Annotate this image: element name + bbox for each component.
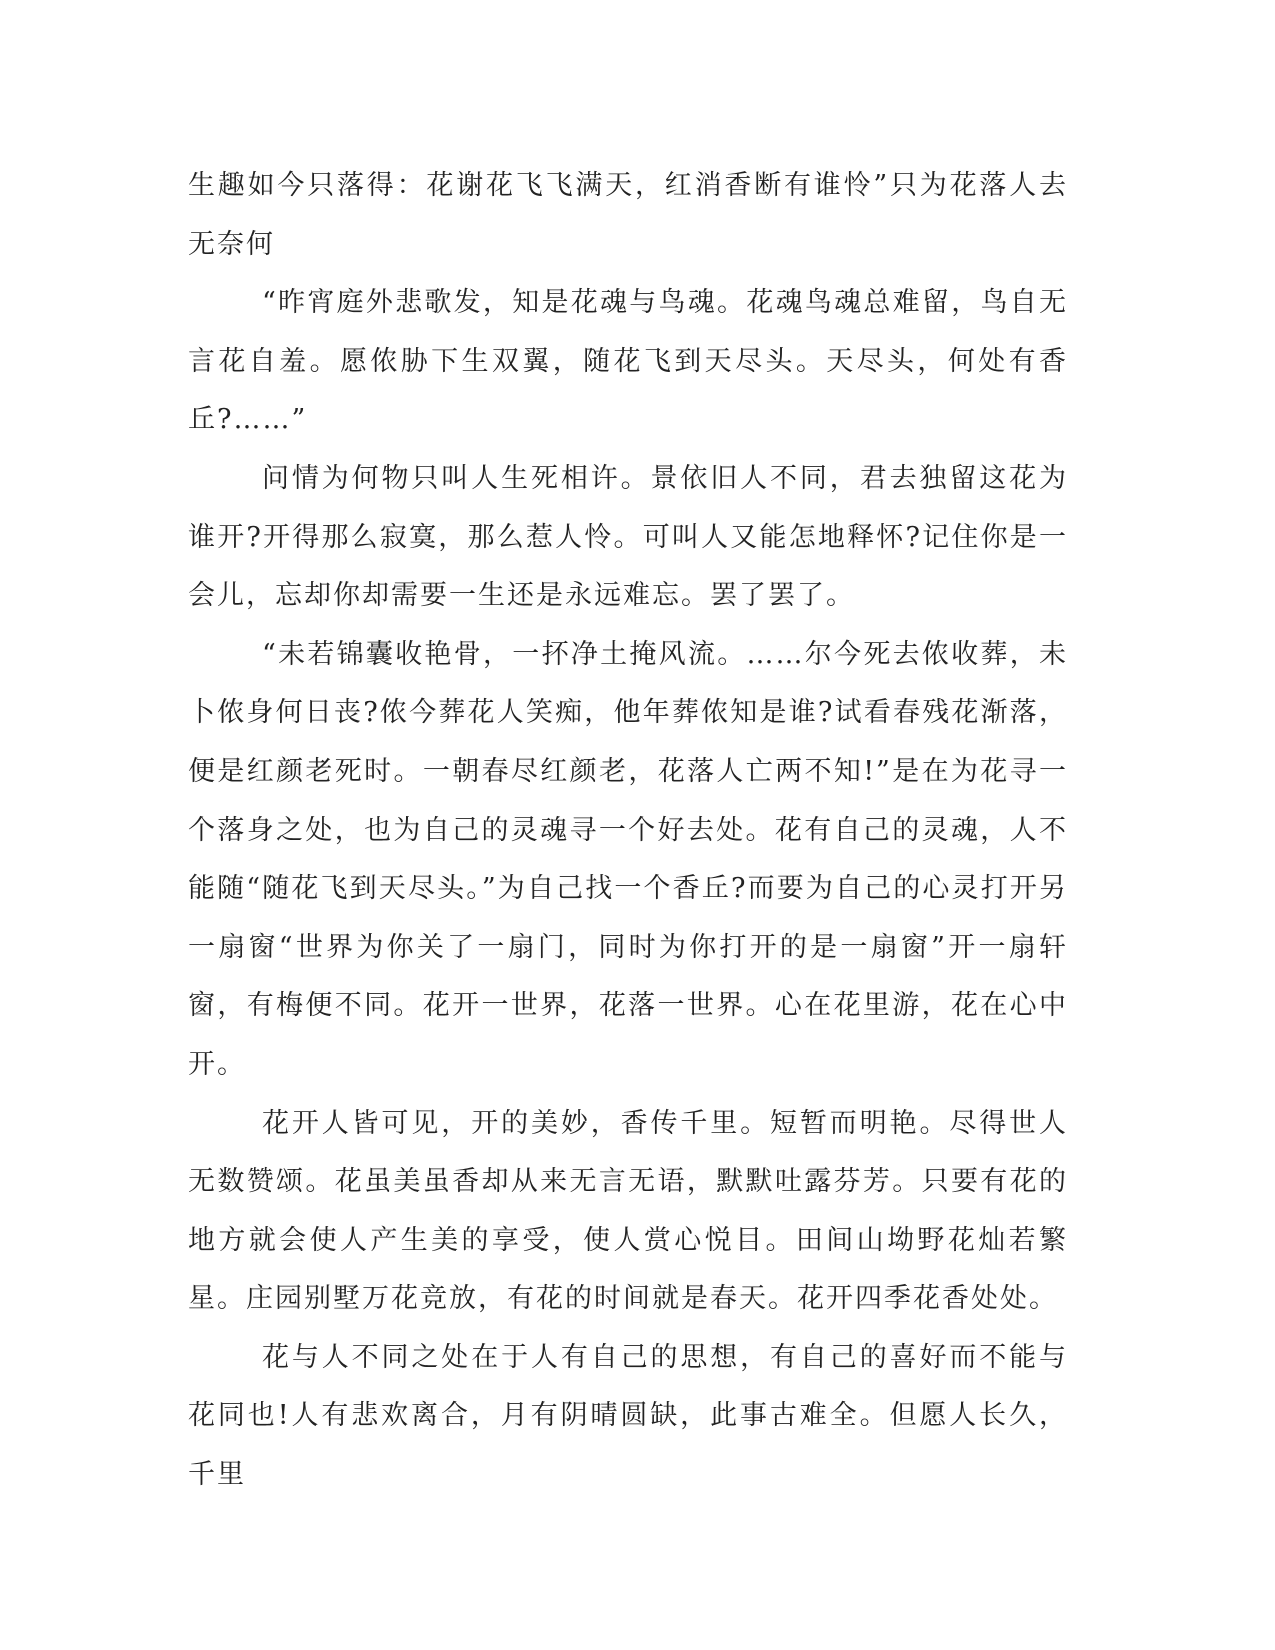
paragraph-flowers-bloom: 花开人皆可见，开的美妙，香传千里。短暂而明艳。尽得世人无数赞颂。花虽美虽香却从来无言无语，默默吐露芬芳。只要有花的地方就会使人产生美的享受，使人赏心悦目。田间山坳野花灿若繁星。庄园别墅万花竞放，有花的时间就是春天。花开四季花香处处。 (188, 1107, 1068, 1315)
paragraph-flowers-and-people: 花与人不同之处在于人有自己的思想，有自己的喜好而不能与花同也!人有悲欢离合，月有阴晴圆缺，此事古难全。但愿人长久，千里 (188, 1341, 1068, 1491)
paragraph-poem-quote-2: “未若锦囊收艳骨，一抔净土掩风流。……尔今死去侬收葬，未卜侬身何日丧?侬今葬花人笑痴，他年葬侬知是谁?试看春残花渐落，便是红颜老死时。一朝春尽红颜老，花落人亡两不知!”是在为花寻一个落身之处，也为自己的灵魂寻一个好去处。花有自己的灵魂，人不能随“随花飞到天尽头。”为自己找一个香丘?而要为自己的心灵打开另一扇窗“世界为你关了一扇门，同时为你打开的是一扇窗”开一扇轩窗，有梅便不同。花开一世界，花落一世界。心在花里游，花在心中开。 (188, 638, 1068, 1080)
paragraph-continuation: 生趣如今只落得：花谢花飞飞满天，红消香断有谁怜”只为花落人去无奈何 (188, 170, 1068, 260)
paragraph-love-question: 问情为何物只叫人生死相许。景依旧人不同，君去独留这花为谁开?开得那么寂寞，那么惹人怜。可叫人又能怎地释怀?记住你是一会儿，忘却你却需要一生还是永远难忘。罢了罢了。 (188, 462, 1068, 612)
paragraph-poem-quote-1: “昨宵庭外悲歌发，知是花魂与鸟魂。花魂鸟魂总难留，鸟自无言花自羞。愿侬胁下生双翼，随花飞到天尽头。天尽头，何处有香丘?……” (188, 287, 1068, 436)
body-text (188, 157, 1068, 1505)
